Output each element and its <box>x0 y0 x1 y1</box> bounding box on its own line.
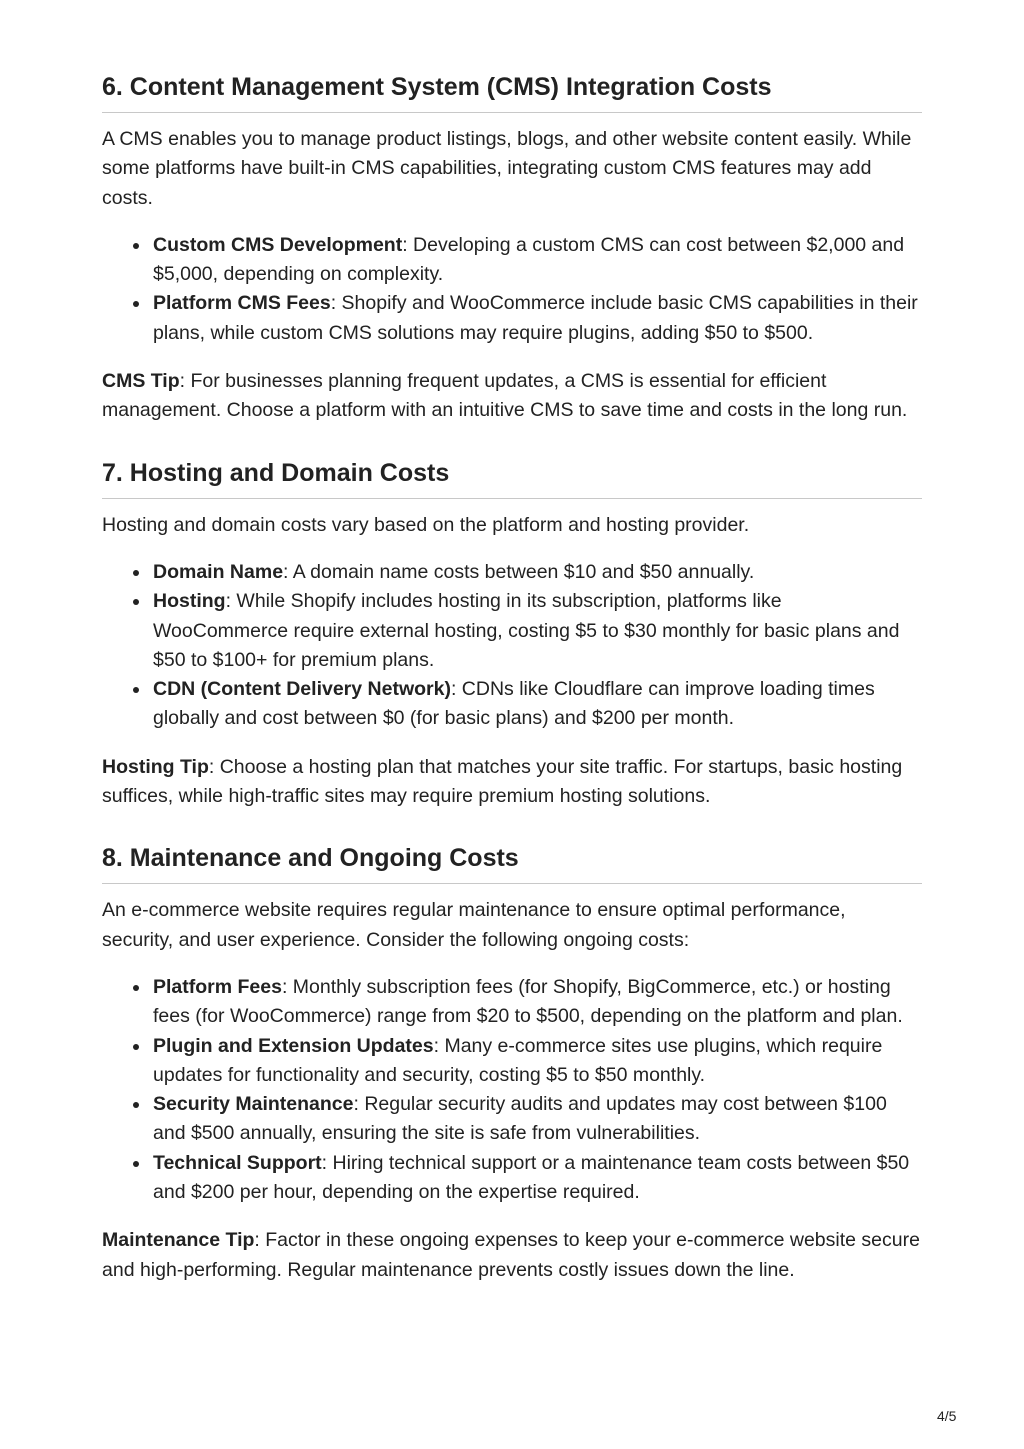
item-term: Platform CMS Fees <box>153 292 331 315</box>
section-tip <box>102 753 922 812</box>
item-term: Platform Fees <box>153 975 282 998</box>
item-text: : Monthly subscription fees (for Shopify, BigCommerce, etc.) or hosting fees (for WooCommerce) range from $20 to $500, depending on the platform and plan. <box>153 975 903 1028</box>
bullet-icon <box>133 570 139 576</box>
bullet-list <box>102 231 922 348</box>
page-number: 4/5 <box>937 1408 957 1424</box>
item-term: CDN (Content Delivery Network) <box>153 678 451 701</box>
list-item <box>153 289 922 348</box>
list-item <box>153 587 922 675</box>
section-intro: A CMS enables you to manage product listings, blogs, and other website content easily. While some platforms have built-in CMS capabilities, integrating custom CMS features may add costs. <box>102 128 912 209</box>
list-item <box>153 1032 922 1091</box>
tip-text: : For businesses planning frequent updates, a CMS is essential for efficient management. Choose a platform with an intuitive CMS to save time and costs in the long run. <box>102 370 908 422</box>
list-item <box>153 1090 922 1149</box>
item-text: : Developing a custom CMS can cost between $2,000 and $5,000, depending on complexity. <box>153 233 905 286</box>
item-text: : Hiring technical support or a maintenance team costs between $50 and $200 per hour, depending on the expertise required. <box>153 1151 910 1204</box>
item-term: Technical Support <box>153 1151 322 1174</box>
item-term: Security Maintenance <box>153 1093 354 1116</box>
tip-term: Maintenance Tip <box>102 1229 255 1252</box>
section-intro: Hosting and domain costs vary based on the platform and hosting provider. <box>102 513 750 536</box>
item-text: : A domain name costs between $10 and $50 annually. <box>283 560 755 583</box>
bullet-icon <box>133 1102 139 1108</box>
bullet-list <box>102 973 922 1207</box>
document-page <box>102 70 922 1285</box>
item-text: : Regular security audits and updates may cost between $100 and $500 annually, ensuring the site is safe from vulnerabilities. <box>153 1093 887 1145</box>
bullet-icon <box>133 599 139 605</box>
item-text: : CDNs like Cloudflare can improve loading times globally and cost between $0 (for basic plans) and $200 per month. <box>153 678 875 730</box>
list-item <box>153 675 922 734</box>
section-heading: 8. Maintenance and Ongoing Costs <box>102 841 922 884</box>
item-term: Plugin and Extension Updates <box>153 1034 434 1057</box>
tip-term: Hosting Tip <box>102 755 209 778</box>
bullet-icon <box>133 243 139 249</box>
section-intro: An e-commerce website requires regular maintenance to ensure optimal performance, security, and user experience. Consider the following ongoing costs: <box>102 899 846 951</box>
item-text: : Many e-commerce sites use plugins, which require updates for functionality and security, costing $5 to $50 monthly. <box>153 1034 883 1086</box>
item-term: Domain Name <box>153 560 284 583</box>
list-item <box>153 558 922 587</box>
tip-text: : Factor in these ongoing expenses to keep your e-commerce website secure and high-performing. Regular maintenance prevents costly issues down the line. <box>102 1229 920 1281</box>
bullet-list <box>102 558 922 734</box>
tip-term: CMS Tip <box>102 370 180 393</box>
section-hosting-domain <box>102 456 922 812</box>
section-tip <box>102 367 922 426</box>
item-text: : While Shopify includes hosting in its subscription, platforms like WooCommerce require external hosting, costing $5 to $30 monthly for basic plans and $50 to $100+ for premium plans. <box>153 590 900 671</box>
list-item <box>153 231 922 290</box>
item-term: Hosting <box>153 590 226 613</box>
bullet-icon <box>133 1161 139 1167</box>
section-heading: 6. Content Management System (CMS) Integration Costs <box>102 70 922 113</box>
section-heading: 7. Hosting and Domain Costs <box>102 456 922 499</box>
section-cms-integration <box>102 70 922 426</box>
list-item <box>153 973 922 1032</box>
section-maintenance <box>102 841 922 1285</box>
item-term: Custom CMS Development <box>153 233 403 256</box>
list-item <box>153 1149 922 1208</box>
tip-text: : Choose a hosting plan that matches your site traffic. For startups, basic hosting suffices, while high-traffic sites may require premium hosting solutions. <box>102 755 903 808</box>
item-text: : Shopify and WooCommerce include basic CMS capabilities in their plans, while custom CMS solutions may require plugins, adding $50 to $500. <box>153 292 918 344</box>
bullet-icon <box>133 301 139 307</box>
section-tip <box>102 1226 922 1285</box>
bullet-icon <box>133 985 139 991</box>
bullet-icon <box>133 687 139 693</box>
bullet-icon <box>133 1044 139 1050</box>
